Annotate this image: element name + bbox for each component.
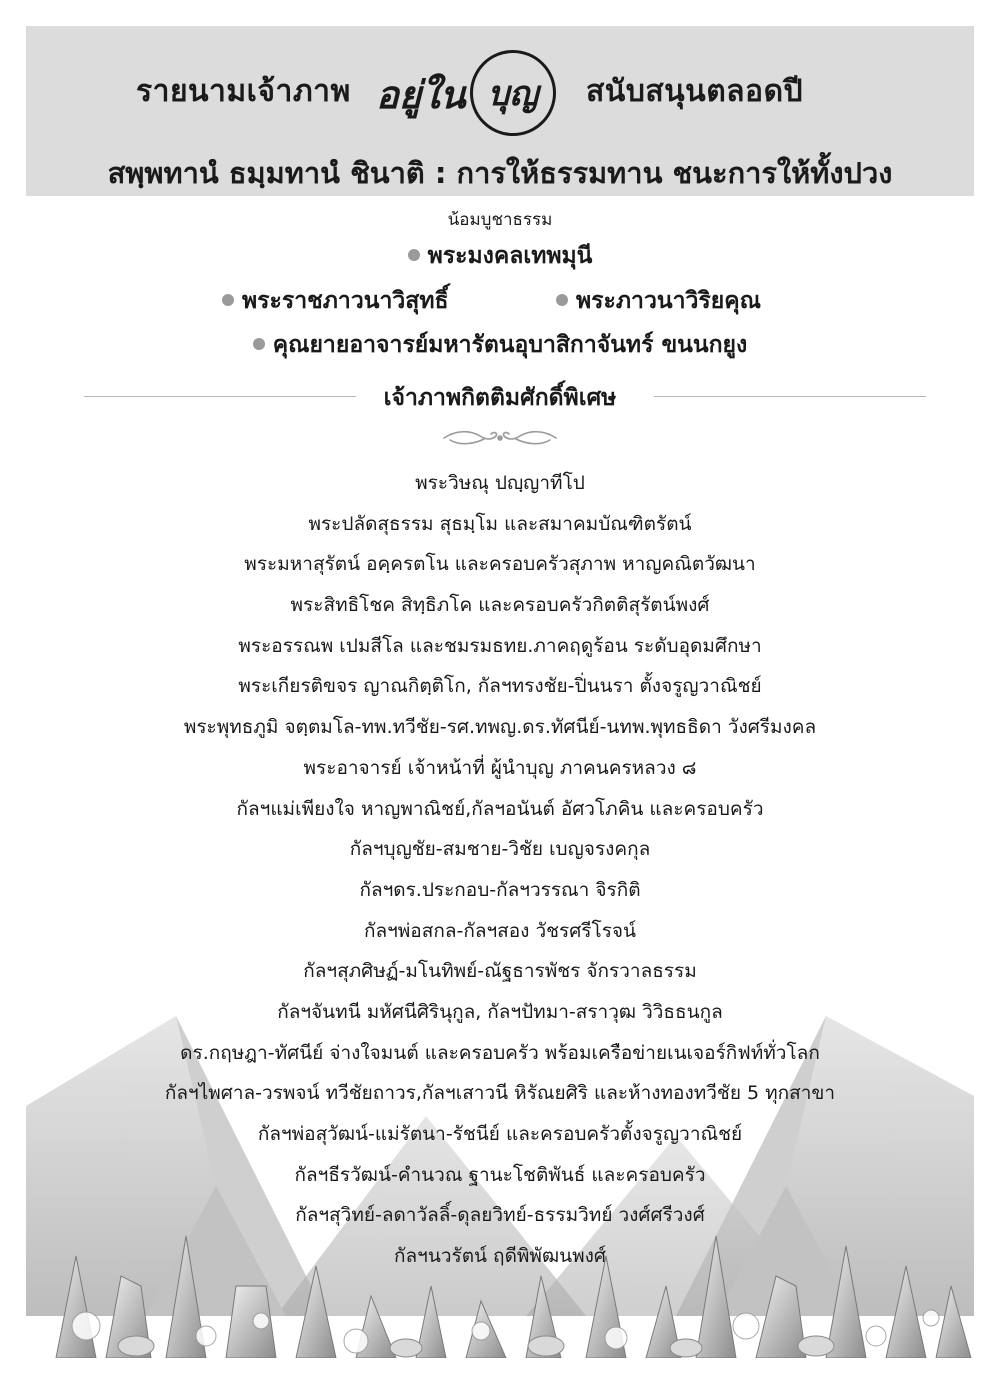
bullet-icon — [408, 249, 420, 261]
honoree-item — [26, 327, 974, 363]
logo-text-2: บุญ — [487, 74, 539, 114]
donor-list — [26, 463, 974, 1277]
donor-item: พระปลัดสุธรรม สุธมฺโม และสมาคมบัณฑิตรัตน์ — [308, 512, 692, 535]
donor-item: กัลฯนวรัตน์ ฤดีพิพัฒนพงศ์ — [394, 1245, 606, 1268]
honoree-name: คุณยายอาจารย์มหารัตนอุบาสิกาจันทร์ ขนนกยูง — [272, 332, 748, 358]
donor-item: กัลฯสุภศิษฏ์-มโนทิพย์-ณัฐธารพัชร จักรวาลธรรม — [303, 960, 697, 983]
donor-item: พระสิทธิโชค สิทฺธิภโค และครอบครัวกิตติสุรัตน์พงศ์ — [290, 594, 710, 617]
donor-item: กัลฯสุวิทย์-ลดาวัลลิ์-ดุลยวิทย์-ธรรมวิทย์ วงศ์ศรีวงศ์ — [295, 1204, 705, 1227]
header-right-text: สนับสนุนตลอดปี — [586, 74, 804, 109]
donor-item: พระอรรณพ เปมสีโล และชมรมธทย.ภาคฤดูร้อน ระดับอุดมศึกษา — [238, 634, 762, 657]
bullet-icon — [556, 294, 568, 306]
flourish-ornament-icon — [440, 426, 560, 450]
donor-item: กัลฯธีรวัฒน์-คำนวณ ฐานะโชติพันธ์ และครอบครัว — [294, 1163, 706, 1186]
honoree-item — [222, 283, 449, 319]
header-title-row — [26, 46, 974, 136]
donor-item: กัลฯดร.ประกอบ-กัลฯวรรณา จิรกิติ — [359, 878, 641, 901]
donor-item: พระวิษณุ ปญฺญาทีโป — [415, 472, 585, 494]
donor-item: กัลฯพ่อสุวัฒน์-แม่รัตนา-รัชนีย์ และครอบครัวตั้งจรูญวาณิชย์ — [257, 1123, 743, 1145]
header-subtitle: สพฺพทานํ ธมฺมทานํ ชินาติ : การให้ธรรมทาน ชนะการให้ทั้งปวง — [107, 156, 893, 190]
logo — [366, 46, 586, 136]
donor-item: พระเกียรติขจร ญาณกิตฺติโก, กัลฯทรงชัย-ปิ่นนรา ตั้งจรูญวาณิชย์ — [238, 675, 762, 698]
donor-item: กัลฯจันทนี มหัศนีศิรินุกูล, กัลฯปัทมา-สราวุฒ วิวิธธนกูล — [277, 1000, 723, 1023]
header-left-text: รายนามเจ้าภาพ — [136, 74, 351, 109]
header-banner — [26, 26, 974, 196]
donor-item: พระอาจารย์ เจ้าหน้าที่ ผู้นำบุญ ภาคนครหลวง ๘ — [303, 756, 697, 779]
donor-item: กัลฯไพศาล-วรพจน์ ทวีชัยถาวร,กัลฯเสาวนี หิรัณยศิริ และห้างทองทวีชัย 5 ทุกสาขา — [164, 1082, 836, 1105]
section-heading — [26, 378, 974, 418]
donor-item: ดร.กฤษฎา-ทัศนีย์ จ่างใจมนต์ และครอบครัว พร้อมเครือข่ายเนเจอร์กิฟท์ทั่วโลก — [180, 1041, 820, 1064]
bullet-icon — [253, 338, 265, 350]
honoree-name: พระราชภาวนาวิสุทธิ์ — [242, 288, 449, 314]
honoree-item — [26, 238, 974, 274]
honoree-name: พระมงคลเทพมุนี — [427, 243, 593, 269]
poster-frame — [26, 26, 974, 1358]
donor-item: พระมหาสุรัตน์ อคฺครตโน และครอบครัวสุภาพ หาญคณิตวัฒนา — [244, 553, 756, 576]
donor-item: กัลฯพ่อสกล-กัลฯสอง วัชรศรีโรจน์ — [363, 919, 637, 942]
section-title: เจ้าภาพกิตติมศักดิ์พิเศษ — [383, 385, 617, 411]
tribute-label: น้อมบูชาธรรม — [447, 210, 553, 230]
donor-item: พระพุทธภูมิ จตฺตมโล-ทพ.ทวีชัย-รศ.ทพญ.ดร.ทัศนีย์-นทพ.พุทธธิดา วังศรีมงคล — [183, 716, 817, 739]
logo-text-1: อยู่ใน — [376, 72, 466, 117]
bullet-icon — [222, 294, 234, 306]
honoree-item — [556, 283, 761, 319]
honoree-name: พระภาวนาวิริยคุณ — [576, 288, 761, 314]
donor-item: กัลฯแม่เพียงใจ หาญพาณิชย์,กัลฯอนันต์ อัศวโภคิน และครอบครัว — [236, 797, 764, 820]
donor-item: กัลฯบุญชัย-สมชาย-วิชัย เบญจรงคกุล — [349, 838, 651, 861]
